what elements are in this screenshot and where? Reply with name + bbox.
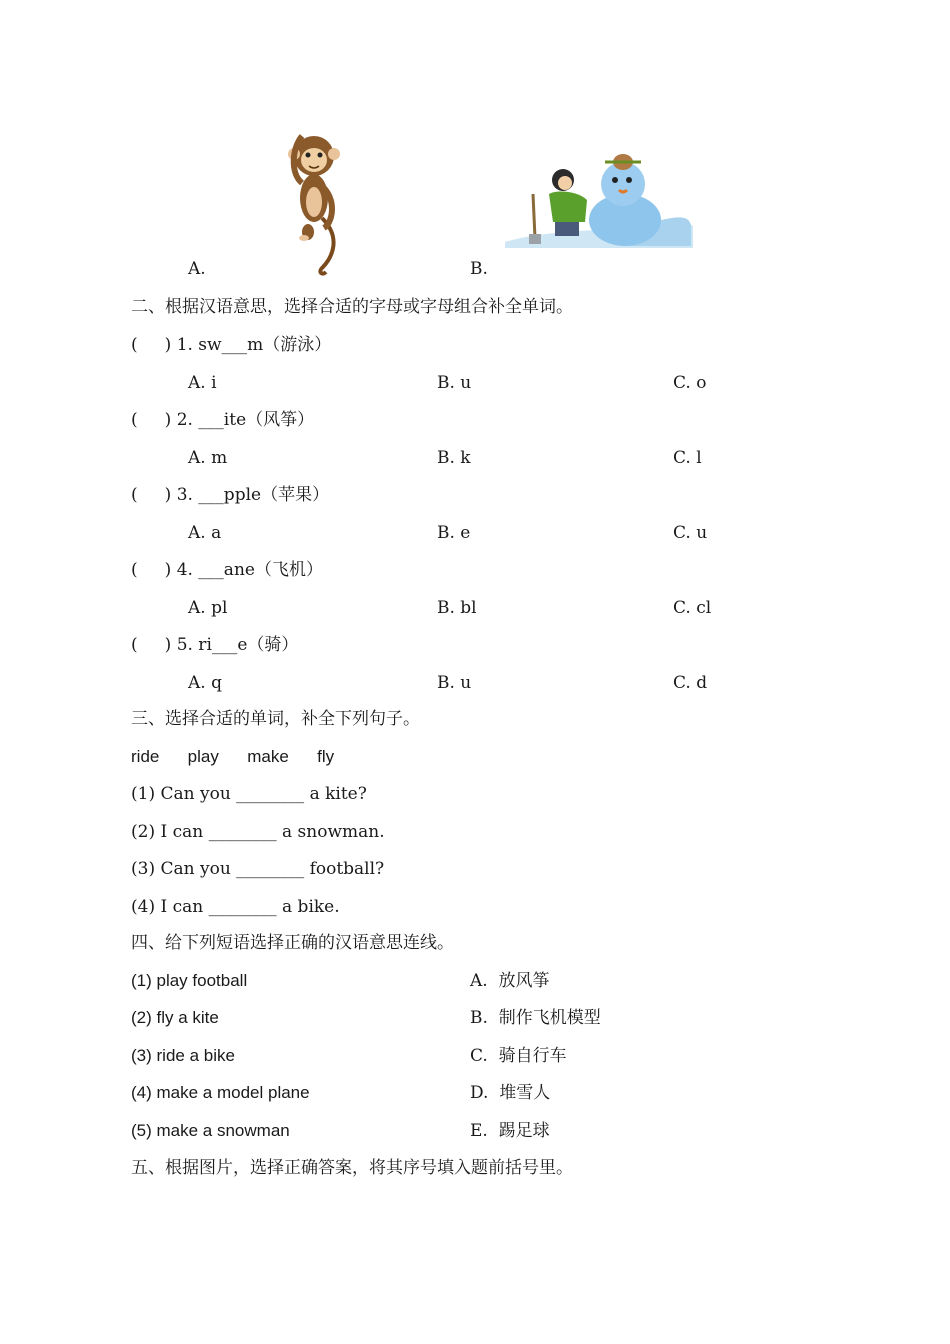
section2-heading: 二、根据汉语意思，选择合适的字母或字母组合补全单词。 [131,297,573,317]
phrase-cn[interactable]: E. 踢足球 [470,1121,550,1141]
phrase-en[interactable]: (3) ride a bike [131,1046,235,1065]
option-c[interactable]: C. o [673,373,707,393]
phrase-cn[interactable]: D. 堆雪人 [470,1083,551,1103]
option-b[interactable]: B. bl [437,598,477,618]
fill-sentence[interactable]: (2) I can ________ a snowman. [131,822,385,842]
option-b[interactable]: B. e [437,523,471,543]
option-c[interactable]: C. cl [673,598,712,618]
phrase-en[interactable]: (5) make a snowman [131,1121,290,1140]
picture-a-label: A. [188,259,206,279]
monkey-picture [282,128,344,276]
option-a[interactable]: A. a [188,523,222,543]
question-stem[interactable]: ( ) 5. ri___e（骑） [131,635,299,655]
question-stem[interactable]: ( ) 4. ___ane（飞机） [131,560,323,580]
option-a[interactable]: A. q [188,673,222,693]
section5-heading: 五、根据图片，选择正确答案，将其序号填入题前括号里。 [131,1158,573,1178]
option-b[interactable]: B. k [437,448,471,468]
picture-b-label: B. [470,259,488,279]
option-a[interactable]: A. pl [188,598,228,618]
option-c[interactable]: C. d [673,673,708,693]
word-bank: ride play make fly [131,747,335,766]
child-building-snowman-icon [505,150,695,250]
option-a[interactable]: A. m [188,448,228,468]
fill-sentence[interactable]: (1) Can you ________ a kite? [131,784,367,804]
section4-heading: 四、给下列短语选择正确的汉语意思连线。 [131,933,454,953]
phrase-cn[interactable]: A. 放风筝 [470,971,550,991]
phrase-en[interactable]: (2) fly a kite [131,1008,219,1027]
phrase-cn[interactable]: C. 骑自行车 [470,1046,567,1066]
option-b[interactable]: B. u [437,673,472,693]
question-stem[interactable]: ( ) 2. ___ite（风筝） [131,410,315,430]
section3-heading: 三、选择合适的单词，补全下列句子。 [131,709,420,729]
option-c[interactable]: C. l [673,448,702,468]
question-stem[interactable]: ( ) 3. ___pple（苹果） [131,485,330,505]
fill-sentence[interactable]: (3) Can you ________ football? [131,859,385,879]
snowman-picture [505,150,695,250]
phrase-en[interactable]: (1) play football [131,971,248,990]
option-c[interactable]: C. u [673,523,708,543]
monkey-icon [282,128,344,276]
question-stem[interactable]: ( ) 1. sw___m（游泳） [131,335,332,355]
option-a[interactable]: A. i [188,373,217,393]
fill-sentence[interactable]: (4) I can ________ a bike. [131,897,340,917]
phrase-cn[interactable]: B. 制作飞机模型 [470,1008,601,1028]
phrase-en[interactable]: (4) make a model plane [131,1083,310,1102]
option-b[interactable]: B. u [437,373,472,393]
